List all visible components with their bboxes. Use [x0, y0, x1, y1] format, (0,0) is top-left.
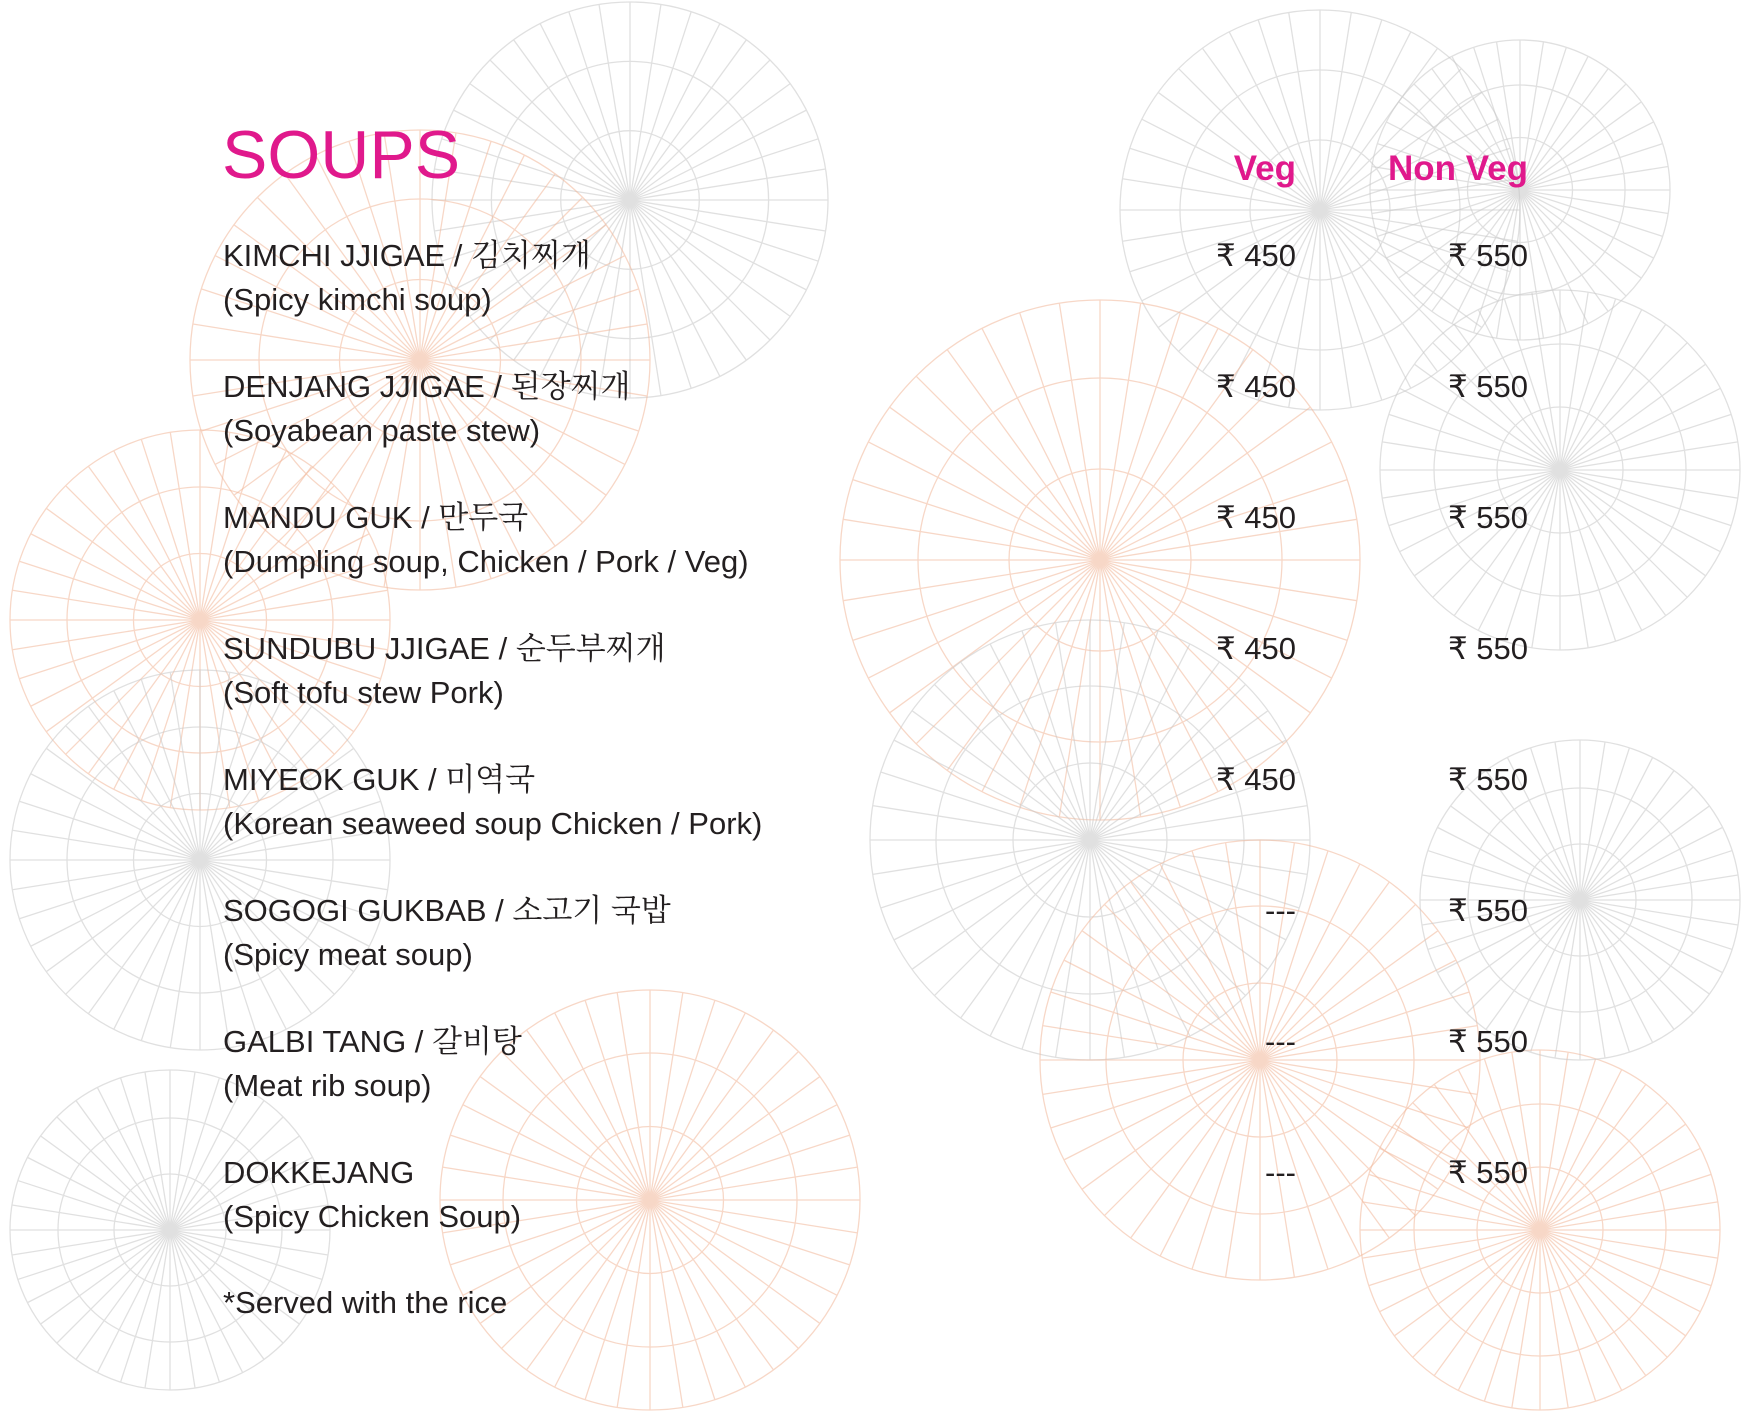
menu-item: [0, 893, 1751, 983]
item-name: MIYEOK GUK / 미역국: [223, 762, 536, 797]
umbrella-icon: [10, 670, 390, 1050]
menu-item: [0, 238, 1751, 328]
menu-item: [0, 1155, 1751, 1245]
price-veg: ₹ 450: [1215, 631, 1296, 666]
price-non-veg: ₹ 550: [1447, 893, 1528, 928]
item-description: (Korean seaweed soup Chicken / Pork): [223, 806, 763, 841]
menu-item: [0, 369, 1751, 459]
umbrella-icon: [432, 2, 828, 398]
item-name: GALBI TANG / 갈비탕: [223, 1024, 522, 1059]
price-non-veg: ₹ 550: [1447, 369, 1528, 404]
item-description: (Dumpling soup, Chicken / Pork / Veg): [223, 544, 749, 579]
price-non-veg: ₹ 550: [1447, 1155, 1528, 1190]
price-veg: ₹ 450: [1215, 369, 1296, 404]
umbrella-icon: [1380, 290, 1740, 650]
item-name: DOKKEJANG: [223, 1155, 415, 1190]
item-description: (Soyabean paste stew): [223, 413, 541, 448]
item-description: (Spicy Chicken Soup): [223, 1199, 522, 1234]
menu-item: [0, 762, 1751, 852]
item-name: KIMCHI JJIGAE / 김치찌개: [223, 238, 591, 273]
price-veg: ---: [1265, 1024, 1296, 1059]
item-name: SUNDUBU JJIGAE / 순두부찌개: [223, 631, 666, 666]
page-title: SOUPS: [222, 117, 461, 193]
price-veg: ---: [1265, 893, 1296, 928]
price-non-veg: ₹ 550: [1447, 500, 1528, 535]
price-non-veg: ₹ 550: [1447, 762, 1528, 797]
menu-item: [0, 631, 1751, 721]
item-description: (Spicy meat soup): [223, 937, 473, 972]
price-veg: ---: [1265, 1155, 1296, 1190]
item-name: MANDU GUK / 만두국: [223, 500, 529, 535]
price-veg: ₹ 450: [1215, 762, 1296, 797]
item-name: SOGOGI GUKBAB / 소고기 국밥: [223, 893, 671, 928]
item-name: DENJANG JJIGAE / 된장찌개: [223, 369, 631, 404]
price-veg: ₹ 450: [1215, 238, 1296, 273]
item-description: (Meat rib soup): [223, 1068, 432, 1103]
item-description: (Soft tofu stew Pork): [223, 675, 504, 710]
price-non-veg: ₹ 550: [1447, 1024, 1528, 1059]
column-header-non-veg: Non Veg: [1387, 149, 1528, 188]
item-description: (Spicy kimchi soup): [223, 282, 492, 317]
footnote: *Served with the rice: [223, 1285, 508, 1320]
price-non-veg: ₹ 550: [1447, 631, 1528, 666]
column-header-veg: Veg: [1233, 149, 1296, 188]
menu-item: [0, 500, 1751, 590]
price-non-veg: ₹ 550: [1447, 238, 1528, 273]
price-veg: ₹ 450: [1215, 500, 1296, 535]
menu-item: [0, 1024, 1751, 1114]
